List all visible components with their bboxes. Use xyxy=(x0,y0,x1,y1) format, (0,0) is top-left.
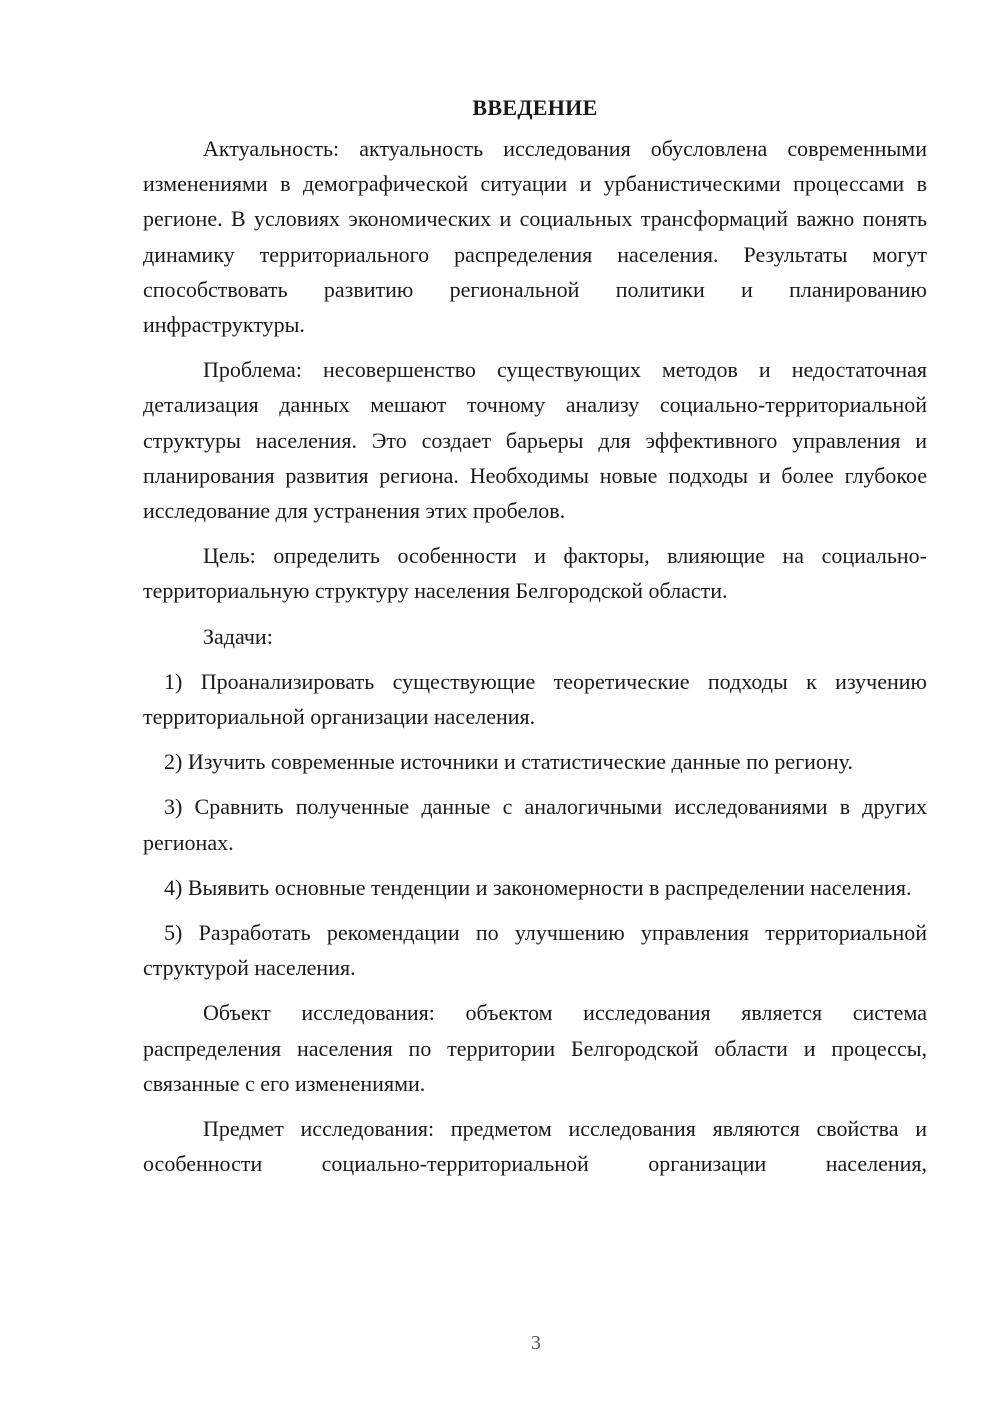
paragraph-problem: Проблема: несовершенство существующих методов и недостаточная детализация данных мешают точному анализу социально-территориальной структуры населения. Это создает барьеры для эффективного управления и планирования развития региона. Необходимы новые подходы и более глубокое исследование для устранения этих пробелов. xyxy=(143,357,927,524)
paragraph-goal: Цель: определить особенности и факторы, влияющие на социально-территориальную структуру населения Белгородской области. xyxy=(143,543,927,604)
page-number: 3 xyxy=(531,1332,541,1354)
task-item: 1) Проанализировать существующие теоретические подходы к изучению территориальной организации населения. xyxy=(143,668,927,730)
task-item: 5) Разработать рекомендации по улучшению управления территориальной структурой населения. xyxy=(143,920,927,981)
paragraph-subject: Предмет исследования: предметом исследования являются свойства и особенности социально-территориальной организации населения, xyxy=(143,1116,927,1177)
task-item: 4) Выявить основные тенденции и закономерности в распределении населения. xyxy=(164,874,912,900)
task-item: 2) Изучить современные источники и статистические данные по региону. xyxy=(164,749,853,775)
paragraph-object: Объект исследования: объектом исследования является система распределения населения по территории Белгородской области и процессы, связанные с его изменениями. xyxy=(143,1000,927,1096)
paragraph-relevance: Актуальность: актуальность исследования обусловлена современными изменениями в демографической ситуации и урбанистическими процессами в регионе. В условиях экономических и социальных трансформаций важно понять динамику территориального распределения населения. Результаты могут способствовать развитию региональной политики и планированию инфраструктуры. xyxy=(143,136,927,338)
tasks-heading: Задачи: xyxy=(203,623,273,649)
task-item: 3) Сравнить полученные данные с аналогичными исследованиями в других регионах. xyxy=(143,794,927,855)
page-title: ВВЕДЕНИЕ xyxy=(472,95,598,120)
document-body xyxy=(143,90,927,1191)
